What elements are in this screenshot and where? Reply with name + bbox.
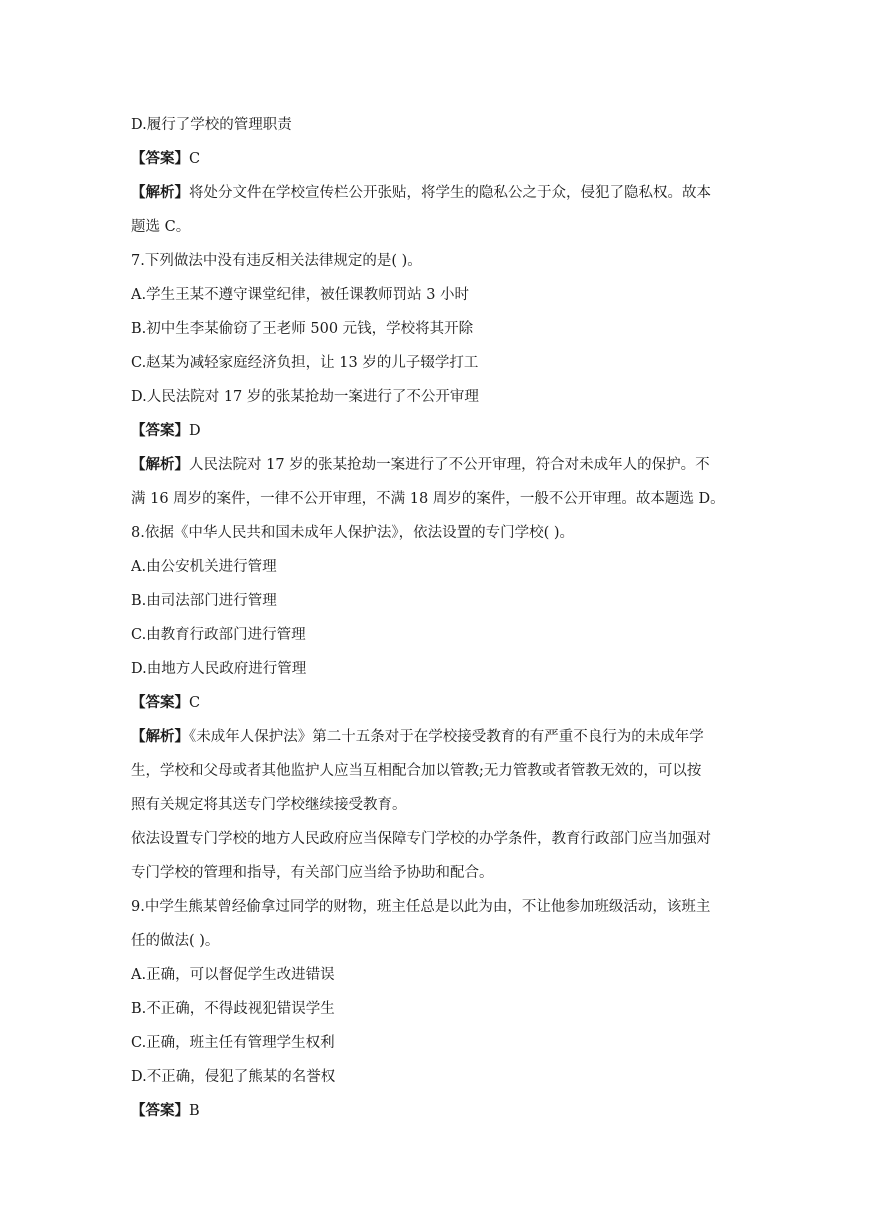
line-text: C.正确，班主任有管理学生权利	[131, 1035, 335, 1051]
text-line	[131, 924, 741, 958]
line-text: 人民法院对 17 岁的张某抢劫一案进行了不公开审理，符合对未成年人的保护。不	[189, 457, 710, 473]
line-text: D.人民法院对 17 岁的张某抢劫一案进行了不公开审理	[131, 389, 479, 405]
line-text: B	[189, 1103, 200, 1119]
line-text: B.初中生李某偷窃了王老师 500 元钱，学校将其开除	[131, 321, 474, 337]
text-line	[131, 1094, 741, 1128]
text-line	[131, 550, 741, 584]
line-text: C.由教育行政部门进行管理	[131, 627, 306, 643]
line-text: 照有关规定将其送专门学校继续接受教育。	[131, 797, 407, 813]
text-line	[131, 108, 741, 142]
line-text: 《未成年人保护法》第二十五条对于在学校接受教育的有严重不良行为的未成年学	[189, 729, 704, 745]
section-tag: 【解析】	[131, 729, 189, 745]
text-line	[131, 618, 741, 652]
text-line	[131, 414, 741, 448]
section-tag: 【答案】	[131, 695, 189, 711]
section-tag: 【答案】	[131, 423, 189, 439]
line-text: D.不正确，侵犯了熊某的名誉权	[131, 1069, 336, 1085]
line-text: 专门学校的管理和指导，有关部门应当给予协助和配合。	[131, 865, 494, 881]
text-line	[131, 992, 741, 1026]
line-text: 任的做法( )。	[131, 933, 220, 949]
text-line	[131, 346, 741, 380]
text-line	[131, 754, 741, 788]
section-tag: 【解析】	[131, 457, 189, 473]
line-text: A.正确，可以督促学生改进错误	[131, 967, 335, 983]
line-text: C	[189, 151, 201, 167]
text-line	[131, 380, 741, 414]
text-line	[131, 244, 741, 278]
section-tag: 【答案】	[131, 1103, 189, 1119]
line-text: C.赵某为减轻家庭经济负担，让 13 岁的儿子辍学打工	[131, 355, 479, 371]
text-line	[131, 890, 741, 924]
text-line	[131, 720, 741, 754]
section-tag: 【解析】	[131, 185, 189, 201]
line-text: 9.中学生熊某曾经偷拿过同学的财物，班主任总是以此为由，不让他参加班级活动，该班主	[131, 899, 711, 915]
text-line	[131, 788, 741, 822]
line-text: D.履行了学校的管理职责	[131, 117, 292, 133]
line-text: B.不正确，不得歧视犯错误学生	[131, 1001, 335, 1017]
section-tag: 【答案】	[131, 151, 189, 167]
line-text: B.由司法部门进行管理	[131, 593, 277, 609]
text-line	[131, 822, 741, 856]
text-line	[131, 176, 741, 210]
line-text: A.学生王某不遵守课堂纪律，被任课教师罚站 3 小时	[131, 287, 470, 303]
line-text: C	[189, 695, 201, 711]
text-line	[131, 652, 741, 686]
text-line	[131, 210, 741, 244]
text-line	[131, 686, 741, 720]
line-text: 满 16 周岁的案件，一律不公开审理，不满 18 周岁的案件，一般不公开审理。故本题选 D。	[131, 491, 725, 507]
line-text: 7.下列做法中没有违反相关法律规定的是( )。	[131, 253, 422, 269]
line-text: D.由地方人民政府进行管理	[131, 661, 307, 677]
line-text: A.由公安机关进行管理	[131, 559, 277, 575]
text-line	[131, 1026, 741, 1060]
document-body	[131, 108, 741, 1128]
line-text: 依法设置专门学校的地方人民政府应当保障专门学校的办学条件，教育行政部门应当加强对	[131, 831, 711, 847]
text-line	[131, 278, 741, 312]
line-text: D	[189, 423, 201, 439]
text-line	[131, 482, 741, 516]
line-text: 8.依据《中华人民共和国未成年人保护法》，依法设置的专门学校( )。	[131, 525, 575, 541]
line-text: 题选 C。	[131, 219, 191, 235]
line-text: 将处分文件在学校宣传栏公开张贴，将学生的隐私公之于众，侵犯了隐私权。故本	[189, 185, 711, 201]
line-text: 生，学校和父母或者其他监护人应当互相配合加以管教;无力管教或者管教无效的，可以按	[131, 763, 702, 779]
text-line	[131, 584, 741, 618]
text-line	[131, 142, 741, 176]
text-line	[131, 1060, 741, 1094]
text-line	[131, 958, 741, 992]
text-line	[131, 856, 741, 890]
text-line	[131, 312, 741, 346]
text-line	[131, 516, 741, 550]
text-line	[131, 448, 741, 482]
